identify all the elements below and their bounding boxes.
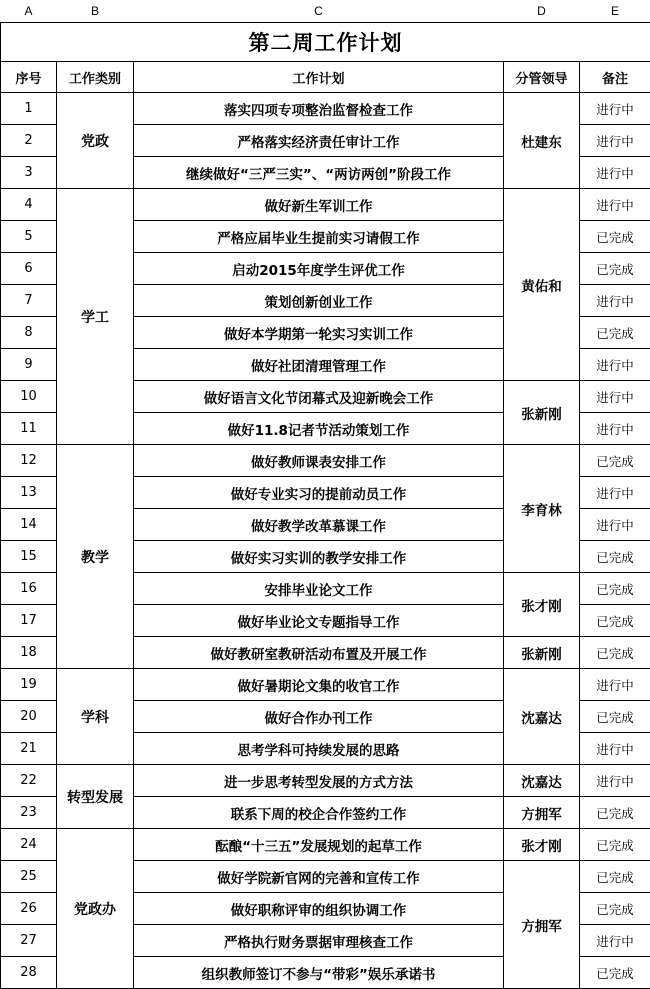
- cell-seq[interactable]: 22: [1, 765, 57, 797]
- cell-seq[interactable]: 21: [1, 733, 57, 765]
- cell-seq[interactable]: 5: [1, 221, 57, 253]
- status-badge[interactable]: 进行中: [580, 125, 650, 157]
- table-row: [1, 829, 650, 861]
- table-header-row: [1, 62, 650, 93]
- status-badge[interactable]: 进行中: [580, 189, 650, 221]
- cell-plan[interactable]: 联系下周的校企合作签约工作: [134, 797, 504, 829]
- cell-plan[interactable]: 策划创新创业工作: [134, 285, 504, 317]
- cell-plan[interactable]: 做好专业实习的提前动员工作: [134, 477, 504, 509]
- cell-plan[interactable]: 安排毕业论文工作: [134, 573, 504, 605]
- cell-leader[interactable]: 黄佑和: [504, 189, 580, 381]
- header-leader: 分管领导: [504, 62, 580, 93]
- status-badge[interactable]: 进行中: [580, 381, 650, 413]
- table-row: [1, 93, 650, 125]
- cell-plan[interactable]: 做好合作办刊工作: [134, 701, 504, 733]
- title-row: [1, 23, 650, 62]
- cell-seq[interactable]: 13: [1, 477, 57, 509]
- cell-seq[interactable]: 28: [1, 957, 57, 989]
- status-badge[interactable]: 进行中: [580, 349, 650, 381]
- status-badge[interactable]: 已完成: [580, 541, 650, 573]
- cell-seq[interactable]: 11: [1, 413, 57, 445]
- cell-seq[interactable]: 14: [1, 509, 57, 541]
- cell-leader[interactable]: 方拥军: [504, 797, 580, 829]
- cell-plan[interactable]: 严格落实经济责任审计工作: [134, 125, 504, 157]
- cell-leader[interactable]: 李育林: [504, 445, 580, 573]
- cell-seq[interactable]: 10: [1, 381, 57, 413]
- status-badge[interactable]: 已完成: [580, 573, 650, 605]
- cell-category[interactable]: 教学: [57, 445, 134, 669]
- status-badge[interactable]: 进行中: [580, 93, 650, 125]
- status-badge[interactable]: 已完成: [580, 605, 650, 637]
- cell-leader[interactable]: 方拥军: [504, 861, 580, 989]
- cell-plan[interactable]: 做好教学改革慕课工作: [134, 509, 504, 541]
- cell-seq[interactable]: 15: [1, 541, 57, 573]
- cell-leader[interactable]: 张新刚: [504, 381, 580, 445]
- cell-leader[interactable]: 张才刚: [504, 573, 580, 637]
- cell-category[interactable]: 转型发展: [57, 765, 134, 829]
- cell-plan[interactable]: 落实四项专项整治监督检查工作: [134, 93, 504, 125]
- cell-seq[interactable]: 23: [1, 797, 57, 829]
- header-category: 工作类别: [57, 62, 134, 93]
- cell-plan[interactable]: 做好实习实训的教学安排工作: [134, 541, 504, 573]
- table-row: [1, 765, 650, 797]
- status-badge[interactable]: 进行中: [580, 477, 650, 509]
- cell-leader[interactable]: 张新刚: [504, 637, 580, 669]
- table-row: [1, 445, 650, 477]
- status-badge[interactable]: 已完成: [580, 253, 650, 285]
- cell-seq[interactable]: 8: [1, 317, 57, 349]
- column-header-e[interactable]: E: [580, 0, 650, 23]
- status-badge[interactable]: 进行中: [580, 925, 650, 957]
- status-badge[interactable]: 进行中: [580, 413, 650, 445]
- cell-leader[interactable]: 杜建东: [504, 93, 580, 189]
- column-header-b[interactable]: B: [57, 0, 134, 23]
- cell-plan[interactable]: 做好教师课表安排工作: [134, 445, 504, 477]
- cell-seq[interactable]: 24: [1, 829, 57, 861]
- status-badge[interactable]: 已完成: [580, 861, 650, 893]
- cell-plan[interactable]: 启动2015年度学生评优工作: [134, 253, 504, 285]
- cell-seq[interactable]: 16: [1, 573, 57, 605]
- cell-leader[interactable]: 沈嘉达: [504, 765, 580, 797]
- column-header-c[interactable]: C: [134, 0, 504, 23]
- cell-seq[interactable]: 25: [1, 861, 57, 893]
- cell-plan[interactable]: 做好语言文化节闭幕式及迎新晚会工作: [134, 381, 504, 413]
- status-badge[interactable]: 已完成: [580, 797, 650, 829]
- status-badge[interactable]: 已完成: [580, 445, 650, 477]
- cell-plan[interactable]: 做好本学期第一轮实习实训工作: [134, 317, 504, 349]
- status-badge[interactable]: 已完成: [580, 957, 650, 989]
- cell-category[interactable]: 党政: [57, 93, 134, 189]
- header-seq: 序号: [1, 62, 57, 93]
- cell-category[interactable]: 学工: [57, 189, 134, 445]
- cell-leader[interactable]: 张才刚: [504, 829, 580, 861]
- status-badge[interactable]: 已完成: [580, 893, 650, 925]
- cell-seq[interactable]: 2: [1, 125, 57, 157]
- cell-plan[interactable]: 继续做好“三严三实”、“两访两创”阶段工作: [134, 157, 504, 189]
- cell-category[interactable]: 党政办: [57, 829, 134, 989]
- cell-plan[interactable]: 做好社团清理管理工作: [134, 349, 504, 381]
- cell-plan[interactable]: 做好毕业论文专题指导工作: [134, 605, 504, 637]
- cell-plan[interactable]: 严格执行财务票据审理核查工作: [134, 925, 504, 957]
- column-header-a[interactable]: A: [1, 0, 57, 23]
- status-badge[interactable]: 已完成: [580, 317, 650, 349]
- status-badge[interactable]: 进行中: [580, 669, 650, 701]
- cell-category[interactable]: 学科: [57, 669, 134, 765]
- table-row: [1, 189, 650, 221]
- cell-seq[interactable]: 3: [1, 157, 57, 189]
- cell-seq[interactable]: 4: [1, 189, 57, 221]
- cell-plan[interactable]: 做好学院新官网的完善和宣传工作: [134, 861, 504, 893]
- table-body: [1, 93, 650, 989]
- status-badge[interactable]: 已完成: [580, 637, 650, 669]
- cell-seq[interactable]: 17: [1, 605, 57, 637]
- cell-plan[interactable]: 酝酿“十三五”发展规划的起草工作: [134, 829, 504, 861]
- status-badge[interactable]: 进行中: [580, 285, 650, 317]
- status-badge[interactable]: 进行中: [580, 765, 650, 797]
- status-badge[interactable]: 进行中: [580, 733, 650, 765]
- status-badge[interactable]: 已完成: [580, 701, 650, 733]
- cell-plan[interactable]: 做好11.8记者节活动策划工作: [134, 413, 504, 445]
- cell-plan[interactable]: 思考学科可持续发展的思路: [134, 733, 504, 765]
- cell-plan[interactable]: 进一步思考转型发展的方式方法: [134, 765, 504, 797]
- cell-seq[interactable]: 7: [1, 285, 57, 317]
- status-badge[interactable]: 已完成: [580, 829, 650, 861]
- cell-seq[interactable]: 1: [1, 93, 57, 125]
- column-header-row: [1, 0, 650, 23]
- status-badge[interactable]: 已完成: [580, 221, 650, 253]
- cell-seq[interactable]: 6: [1, 253, 57, 285]
- header-remark: 备注: [580, 62, 650, 93]
- table-row: [1, 669, 650, 701]
- column-header-d[interactable]: D: [504, 0, 580, 23]
- cell-plan[interactable]: 做好新生军训工作: [134, 189, 504, 221]
- cell-plan[interactable]: 组织教师签订不参与“带彩”娱乐承诺书: [134, 957, 504, 989]
- cell-seq[interactable]: 18: [1, 637, 57, 669]
- cell-plan[interactable]: 做好暑期论文集的收官工作: [134, 669, 504, 701]
- cell-leader[interactable]: 沈嘉达: [504, 669, 580, 765]
- status-badge[interactable]: 进行中: [580, 157, 650, 189]
- cell-seq[interactable]: 26: [1, 893, 57, 925]
- header-plan: 工作计划: [134, 62, 504, 93]
- cell-seq[interactable]: 20: [1, 701, 57, 733]
- cell-plan[interactable]: 严格应届毕业生提前实习请假工作: [134, 221, 504, 253]
- cell-plan[interactable]: 做好职称评审的组织协调工作: [134, 893, 504, 925]
- cell-seq[interactable]: 9: [1, 349, 57, 381]
- status-badge[interactable]: 进行中: [580, 509, 650, 541]
- page-title: 第二周工作计划: [1, 23, 650, 62]
- cell-seq[interactable]: 19: [1, 669, 57, 701]
- cell-plan[interactable]: 做好教研室教研活动布置及开展工作: [134, 637, 504, 669]
- cell-seq[interactable]: 12: [1, 445, 57, 477]
- cell-seq[interactable]: 27: [1, 925, 57, 957]
